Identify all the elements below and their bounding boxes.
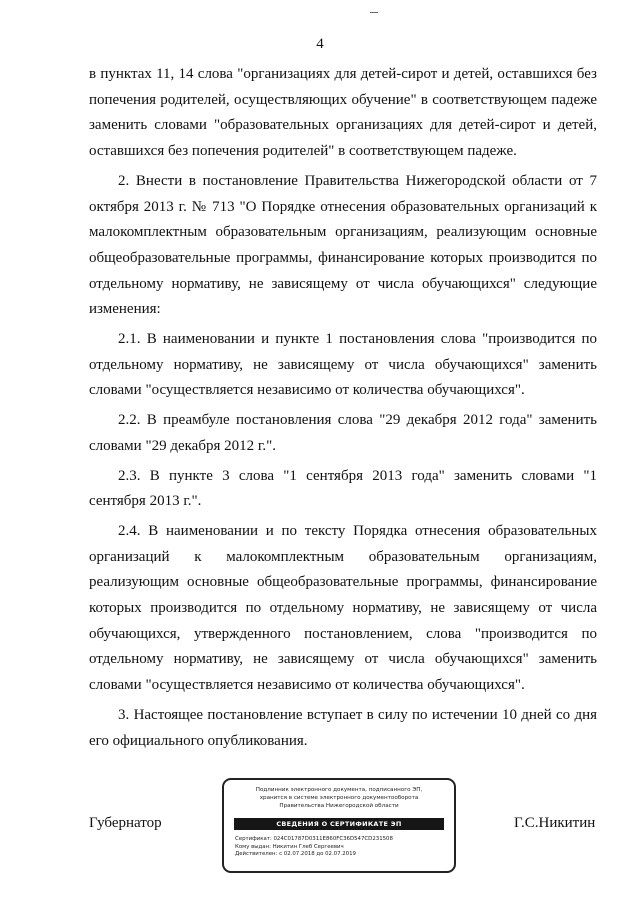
paragraph: 2.4. В наименовании и по тексту Порядка отнесения образовательных организаций к малокомплектным образовательным организациям, реализующим основные общеобразовательные программы, финансирование которых производится по отдельному нормативу, не зависящему от числа обучающихся, утвержденного постановлением, слова "производится по отдельному нормативу, не зависящему от числа обучающихся" заменить словами "осуществляется независимо от количества обучающихся". xyxy=(89,522,597,694)
certificate-owner: Кому выдан: Никитин Глеб Сергеевич xyxy=(235,843,344,850)
paragraph: 2. Внести в постановление Правительства Нижегородской области от 7 октября 2013 г. № 713 "О Порядке отнесения образовательных организаций к малокомплектным образовательным организациям, реализующим основные общеобразовательные программы, финансирование которых производится по отдельному нормативу, не зависящему от числа обучающихся" следующие изменения: xyxy=(89,172,597,318)
signatory-name: Г.С.Никитин xyxy=(514,815,596,831)
stamp-certificate-banner: СВЕДЕНИЯ О СЕРТИФИКАТЕ ЭП xyxy=(234,818,444,830)
paragraph: 2.3. В пункте 3 слова "1 сентября 2013 года" заменить словами "1 сентября 2013 г.". xyxy=(89,467,597,510)
electronic-signature-stamp xyxy=(222,778,456,873)
signatory-title: Губернатор xyxy=(89,815,162,831)
paragraph: в пунктах 11, 14 слова "организациях для детей-сирот и детей, оставшихся без попечения родителей, осуществляющих обучение" в соответствующем падеже заменить словами "образовательных организациях для детей-сирот и детей, оставшихся без попечения родителей" в соответствующем падеже. xyxy=(89,66,597,160)
certificate-validity: Действителен: с 02.07.2018 до 02.07.2019 xyxy=(235,851,356,857)
scan-mark xyxy=(370,12,378,13)
certificate-number: Сертификат: 024C01787D0311E860FC36D547CD231508 xyxy=(235,836,393,842)
paragraph: 3. Настоящее постановление вступает в силу по истечении 10 дней со дня его официального опубликования. xyxy=(89,706,597,749)
stamp-header-line: Правительства Нижегородской области xyxy=(279,803,399,809)
paragraph: 2.1. В наименовании и пункте 1 постановления слова "производится по отдельному нормативу, не зависящему от числа обучающихся" заменить словами "осуществляется независимо от количества обучающихся". xyxy=(89,331,597,399)
stamp-certificate-details xyxy=(224,836,454,859)
document-body xyxy=(89,62,597,758)
stamp-header xyxy=(224,786,454,810)
stamp-header-line: хранится в системе электронного документооборота xyxy=(259,795,419,801)
page-number: 4 xyxy=(316,36,324,52)
stamp-header-line: Подлинник электронного документа, подписанного ЭП, xyxy=(255,787,423,793)
paragraph: 2.2. В преамбуле постановления слова "29 декабря 2012 года" заменить словами "29 декабря 2012 г.". xyxy=(89,412,597,454)
